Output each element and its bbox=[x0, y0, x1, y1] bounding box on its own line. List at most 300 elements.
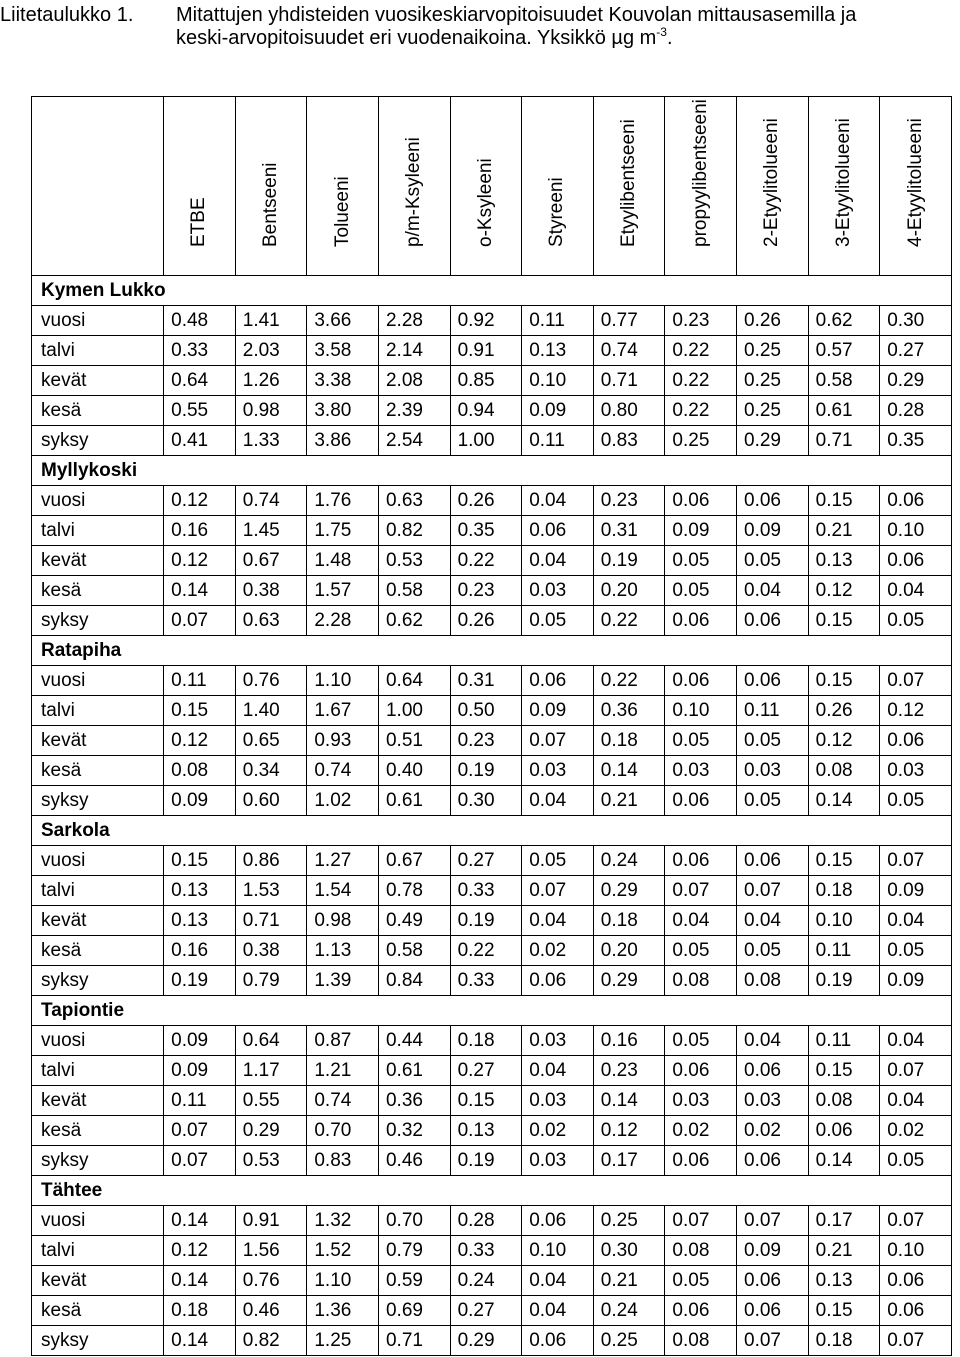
value-cell: 2.28 bbox=[307, 606, 379, 636]
value-cell: 0.05 bbox=[880, 606, 952, 636]
value-cell: 0.18 bbox=[808, 1326, 880, 1356]
column-header-label: 2-Etyylitolueeni bbox=[761, 118, 783, 247]
value-cell: 0.05 bbox=[880, 786, 952, 816]
station-name: Myllykoski bbox=[32, 456, 952, 486]
value-cell: 2.14 bbox=[378, 336, 450, 366]
value-cell: 0.19 bbox=[450, 1146, 522, 1176]
value-cell: 0.05 bbox=[665, 726, 737, 756]
value-cell: 0.11 bbox=[522, 426, 594, 456]
caption-line-1: Mitattujen yhdisteiden vuosikeskiarvopitoisuudet Kouvolan mittausasemilla ja bbox=[176, 4, 857, 26]
value-cell: 0.13 bbox=[522, 336, 594, 366]
value-cell: 0.12 bbox=[808, 726, 880, 756]
value-cell: 0.87 bbox=[307, 1026, 379, 1056]
value-cell: 0.04 bbox=[880, 576, 952, 606]
value-cell: 0.14 bbox=[164, 1266, 236, 1296]
value-cell: 0.63 bbox=[235, 606, 307, 636]
season-label: syksy bbox=[32, 966, 164, 996]
value-cell: 0.22 bbox=[593, 606, 665, 636]
value-cell: 0.28 bbox=[450, 1206, 522, 1236]
value-cell: 0.10 bbox=[808, 906, 880, 936]
value-cell: 0.18 bbox=[808, 876, 880, 906]
table-row bbox=[32, 1236, 952, 1266]
value-cell: 0.74 bbox=[307, 756, 379, 786]
column-header bbox=[880, 97, 952, 276]
value-cell: 0.08 bbox=[665, 966, 737, 996]
value-cell: 0.06 bbox=[737, 846, 809, 876]
value-cell: 0.67 bbox=[235, 546, 307, 576]
value-cell: 1.10 bbox=[307, 666, 379, 696]
table-row bbox=[32, 426, 952, 456]
table-row bbox=[32, 1026, 952, 1056]
station-name: Sarkola bbox=[32, 816, 952, 846]
value-cell: 0.67 bbox=[378, 846, 450, 876]
season-label: talvi bbox=[32, 516, 164, 546]
value-cell: 0.04 bbox=[665, 906, 737, 936]
value-cell: 0.07 bbox=[880, 1056, 952, 1086]
value-cell: 0.30 bbox=[593, 1236, 665, 1266]
value-cell: 0.10 bbox=[665, 696, 737, 726]
value-cell: 0.06 bbox=[737, 666, 809, 696]
value-cell: 0.06 bbox=[737, 1056, 809, 1086]
value-cell: 0.06 bbox=[522, 516, 594, 546]
value-cell: 0.29 bbox=[593, 876, 665, 906]
table-row bbox=[32, 1086, 952, 1116]
table-row bbox=[32, 1206, 952, 1236]
value-cell: 0.06 bbox=[737, 1146, 809, 1176]
value-cell: 0.12 bbox=[808, 576, 880, 606]
value-cell: 0.85 bbox=[450, 366, 522, 396]
value-cell: 0.64 bbox=[235, 1026, 307, 1056]
value-cell: 0.15 bbox=[808, 606, 880, 636]
value-cell: 0.22 bbox=[593, 666, 665, 696]
table-row bbox=[32, 546, 952, 576]
value-cell: 0.13 bbox=[808, 546, 880, 576]
value-cell: 0.44 bbox=[378, 1026, 450, 1056]
value-cell: 1.54 bbox=[307, 876, 379, 906]
value-cell: 0.25 bbox=[737, 396, 809, 426]
value-cell: 1.76 bbox=[307, 486, 379, 516]
value-cell: 0.82 bbox=[378, 516, 450, 546]
value-cell: 0.35 bbox=[880, 426, 952, 456]
value-cell: 3.38 bbox=[307, 366, 379, 396]
value-cell: 0.12 bbox=[593, 1116, 665, 1146]
value-cell: 0.49 bbox=[378, 906, 450, 936]
value-cell: 0.09 bbox=[164, 1026, 236, 1056]
value-cell: 0.09 bbox=[665, 516, 737, 546]
value-cell: 0.31 bbox=[593, 516, 665, 546]
value-cell: 0.06 bbox=[880, 1266, 952, 1296]
value-cell: 0.60 bbox=[235, 786, 307, 816]
value-cell: 0.11 bbox=[808, 1026, 880, 1056]
value-cell: 3.80 bbox=[307, 396, 379, 426]
value-cell: 0.25 bbox=[593, 1326, 665, 1356]
value-cell: 0.55 bbox=[164, 396, 236, 426]
value-cell: 0.05 bbox=[737, 546, 809, 576]
season-label: kesä bbox=[32, 936, 164, 966]
value-cell: 0.07 bbox=[665, 1206, 737, 1236]
column-header bbox=[593, 97, 665, 276]
table-row bbox=[32, 1296, 952, 1326]
value-cell: 0.28 bbox=[880, 396, 952, 426]
value-cell: 0.12 bbox=[164, 1236, 236, 1266]
value-cell: 2.28 bbox=[378, 306, 450, 336]
value-cell: 1.56 bbox=[235, 1236, 307, 1266]
station-row bbox=[32, 816, 952, 846]
value-cell: 0.40 bbox=[378, 756, 450, 786]
season-label: kesä bbox=[32, 1116, 164, 1146]
station-name: Ratapiha bbox=[32, 636, 952, 666]
value-cell: 0.29 bbox=[593, 966, 665, 996]
value-cell: 0.04 bbox=[522, 906, 594, 936]
value-cell: 1.32 bbox=[307, 1206, 379, 1236]
value-cell: 0.07 bbox=[737, 1206, 809, 1236]
value-cell: 0.64 bbox=[164, 366, 236, 396]
value-cell: 0.11 bbox=[808, 936, 880, 966]
column-header-label: Tolueeni bbox=[331, 176, 353, 247]
value-cell: 0.79 bbox=[378, 1236, 450, 1266]
value-cell: 1.45 bbox=[235, 516, 307, 546]
value-cell: 0.93 bbox=[307, 726, 379, 756]
value-cell: 0.19 bbox=[164, 966, 236, 996]
value-cell: 0.04 bbox=[737, 1026, 809, 1056]
value-cell: 0.21 bbox=[808, 516, 880, 546]
value-cell: 2.03 bbox=[235, 336, 307, 366]
value-cell: 0.04 bbox=[737, 906, 809, 936]
value-cell: 0.11 bbox=[164, 1086, 236, 1116]
station-row bbox=[32, 1176, 952, 1206]
value-cell: 0.14 bbox=[593, 756, 665, 786]
season-label: kesä bbox=[32, 396, 164, 426]
value-cell: 0.15 bbox=[164, 846, 236, 876]
value-cell: 0.14 bbox=[164, 1326, 236, 1356]
value-cell: 0.04 bbox=[522, 1056, 594, 1086]
value-cell: 0.74 bbox=[235, 486, 307, 516]
value-cell: 0.26 bbox=[808, 696, 880, 726]
value-cell: 0.06 bbox=[737, 1266, 809, 1296]
unit-exponent: -3 bbox=[656, 25, 667, 39]
value-cell: 0.65 bbox=[235, 726, 307, 756]
value-cell: 0.08 bbox=[808, 1086, 880, 1116]
value-cell: 0.32 bbox=[378, 1116, 450, 1146]
table-row bbox=[32, 396, 952, 426]
value-cell: 0.29 bbox=[737, 426, 809, 456]
value-cell: 0.53 bbox=[235, 1146, 307, 1176]
value-cell: 3.86 bbox=[307, 426, 379, 456]
season-label: syksy bbox=[32, 786, 164, 816]
season-label: vuosi bbox=[32, 1206, 164, 1236]
table-row bbox=[32, 846, 952, 876]
column-header-label: propyylibentseeni bbox=[689, 99, 711, 247]
value-cell: 1.57 bbox=[307, 576, 379, 606]
value-cell: 1.52 bbox=[307, 1236, 379, 1266]
value-cell: 0.92 bbox=[450, 306, 522, 336]
value-cell: 0.62 bbox=[808, 306, 880, 336]
value-cell: 0.23 bbox=[593, 486, 665, 516]
column-header-label: o-Ksyleeni bbox=[474, 158, 496, 247]
value-cell: 0.83 bbox=[593, 426, 665, 456]
value-cell: 0.03 bbox=[737, 1086, 809, 1116]
header-corner bbox=[32, 97, 164, 276]
value-cell: 0.06 bbox=[737, 486, 809, 516]
value-cell: 0.98 bbox=[235, 396, 307, 426]
value-cell: 1.40 bbox=[235, 696, 307, 726]
value-cell: 0.22 bbox=[665, 366, 737, 396]
value-cell: 0.18 bbox=[593, 726, 665, 756]
value-cell: 1.36 bbox=[307, 1296, 379, 1326]
value-cell: 0.15 bbox=[808, 1056, 880, 1086]
value-cell: 0.11 bbox=[164, 666, 236, 696]
value-cell: 0.04 bbox=[522, 486, 594, 516]
value-cell: 0.22 bbox=[450, 936, 522, 966]
value-cell: 3.66 bbox=[307, 306, 379, 336]
table-row bbox=[32, 726, 952, 756]
value-cell: 1.10 bbox=[307, 1266, 379, 1296]
value-cell: 0.09 bbox=[164, 786, 236, 816]
value-cell: 0.84 bbox=[378, 966, 450, 996]
value-cell: 0.13 bbox=[450, 1116, 522, 1146]
value-cell: 0.36 bbox=[593, 696, 665, 726]
table-row bbox=[32, 936, 952, 966]
value-cell: 0.15 bbox=[808, 1296, 880, 1326]
column-header bbox=[737, 97, 809, 276]
table-row bbox=[32, 876, 952, 906]
value-cell: 0.09 bbox=[522, 696, 594, 726]
caption-line-2 bbox=[176, 27, 673, 50]
station-name: Tapiontie bbox=[32, 996, 952, 1026]
value-cell: 0.07 bbox=[737, 876, 809, 906]
value-cell: 0.22 bbox=[450, 546, 522, 576]
value-cell: 2.54 bbox=[378, 426, 450, 456]
value-cell: 0.71 bbox=[808, 426, 880, 456]
value-cell: 0.16 bbox=[593, 1026, 665, 1056]
value-cell: 0.23 bbox=[450, 726, 522, 756]
value-cell: 0.05 bbox=[880, 1146, 952, 1176]
column-header bbox=[522, 97, 594, 276]
value-cell: 0.55 bbox=[235, 1086, 307, 1116]
value-cell: 0.23 bbox=[593, 1056, 665, 1086]
value-cell: 0.04 bbox=[522, 546, 594, 576]
season-label: talvi bbox=[32, 1236, 164, 1266]
value-cell: 0.07 bbox=[665, 876, 737, 906]
value-cell: 0.24 bbox=[593, 846, 665, 876]
table-row bbox=[32, 966, 952, 996]
value-cell: 0.71 bbox=[378, 1326, 450, 1356]
table-row bbox=[32, 1116, 952, 1146]
value-cell: 0.33 bbox=[164, 336, 236, 366]
value-cell: 0.09 bbox=[737, 1236, 809, 1266]
table-row bbox=[32, 1056, 952, 1086]
caption-line-2-end: . bbox=[666, 27, 673, 49]
value-cell: 0.48 bbox=[164, 306, 236, 336]
value-cell: 0.03 bbox=[665, 756, 737, 786]
value-cell: 0.91 bbox=[450, 336, 522, 366]
column-header-label: 3-Etyylitolueeni bbox=[832, 118, 854, 247]
season-label: syksy bbox=[32, 606, 164, 636]
value-cell: 0.27 bbox=[450, 846, 522, 876]
value-cell: 0.12 bbox=[164, 546, 236, 576]
value-cell: 0.19 bbox=[450, 906, 522, 936]
value-cell: 0.10 bbox=[522, 366, 594, 396]
value-cell: 0.05 bbox=[737, 726, 809, 756]
value-cell: 0.41 bbox=[164, 426, 236, 456]
value-cell: 0.02 bbox=[665, 1116, 737, 1146]
value-cell: 0.07 bbox=[880, 1326, 952, 1356]
column-header bbox=[808, 97, 880, 276]
value-cell: 1.00 bbox=[450, 426, 522, 456]
table-row bbox=[32, 606, 952, 636]
value-cell: 0.27 bbox=[450, 1296, 522, 1326]
value-cell: 0.70 bbox=[378, 1206, 450, 1236]
value-cell: 0.26 bbox=[450, 606, 522, 636]
caption-line-2-text: keski-arvopitoisuudet eri vuodenaikoina. Yksikkö µg m bbox=[176, 27, 657, 49]
value-cell: 0.10 bbox=[880, 516, 952, 546]
season-label: kesä bbox=[32, 1296, 164, 1326]
value-cell: 0.12 bbox=[880, 696, 952, 726]
season-label: vuosi bbox=[32, 486, 164, 516]
value-cell: 0.09 bbox=[737, 516, 809, 546]
value-cell: 0.07 bbox=[522, 876, 594, 906]
value-cell: 0.15 bbox=[808, 846, 880, 876]
value-cell: 0.15 bbox=[808, 666, 880, 696]
value-cell: 3.58 bbox=[307, 336, 379, 366]
column-header-label: p/m-Ksyleeni bbox=[403, 137, 425, 247]
value-cell: 0.64 bbox=[378, 666, 450, 696]
value-cell: 0.03 bbox=[880, 756, 952, 786]
column-header-label: Bentseeni bbox=[260, 162, 282, 247]
value-cell: 0.23 bbox=[450, 576, 522, 606]
season-label: talvi bbox=[32, 696, 164, 726]
season-label: vuosi bbox=[32, 666, 164, 696]
season-label: kevät bbox=[32, 726, 164, 756]
value-cell: 0.02 bbox=[522, 1116, 594, 1146]
value-cell: 0.61 bbox=[378, 786, 450, 816]
value-cell: 1.13 bbox=[307, 936, 379, 966]
value-cell: 0.50 bbox=[450, 696, 522, 726]
value-cell: 2.39 bbox=[378, 396, 450, 426]
value-cell: 0.22 bbox=[665, 396, 737, 426]
value-cell: 0.91 bbox=[235, 1206, 307, 1236]
value-cell: 0.06 bbox=[737, 1296, 809, 1326]
value-cell: 0.16 bbox=[164, 936, 236, 966]
table-row bbox=[32, 696, 952, 726]
season-label: syksy bbox=[32, 1326, 164, 1356]
value-cell: 0.06 bbox=[522, 1206, 594, 1236]
season-label: kesä bbox=[32, 756, 164, 786]
value-cell: 0.07 bbox=[880, 846, 952, 876]
concentration-table bbox=[31, 96, 952, 1356]
station-row bbox=[32, 276, 952, 306]
table-row bbox=[32, 1266, 952, 1296]
value-cell: 0.06 bbox=[880, 486, 952, 516]
value-cell: 0.15 bbox=[808, 486, 880, 516]
table-row bbox=[32, 1146, 952, 1176]
column-header-label: 4-Etyylitolueeni bbox=[904, 118, 926, 247]
value-cell: 0.46 bbox=[378, 1146, 450, 1176]
value-cell: 1.67 bbox=[307, 696, 379, 726]
header-row bbox=[32, 97, 952, 276]
value-cell: 0.82 bbox=[235, 1326, 307, 1356]
value-cell: 0.94 bbox=[450, 396, 522, 426]
value-cell: 0.23 bbox=[665, 306, 737, 336]
value-cell: 0.14 bbox=[808, 1146, 880, 1176]
value-cell: 0.04 bbox=[522, 1296, 594, 1326]
value-cell: 0.06 bbox=[880, 726, 952, 756]
value-cell: 0.13 bbox=[164, 876, 236, 906]
value-cell: 0.13 bbox=[164, 906, 236, 936]
value-cell: 0.58 bbox=[808, 366, 880, 396]
value-cell: 0.03 bbox=[522, 756, 594, 786]
value-cell: 1.00 bbox=[378, 696, 450, 726]
season-label: syksy bbox=[32, 1146, 164, 1176]
value-cell: 1.41 bbox=[235, 306, 307, 336]
value-cell: 0.15 bbox=[450, 1086, 522, 1116]
value-cell: 0.14 bbox=[164, 576, 236, 606]
table-row bbox=[32, 366, 952, 396]
value-cell: 0.70 bbox=[307, 1116, 379, 1146]
value-cell: 0.06 bbox=[665, 486, 737, 516]
value-cell: 0.05 bbox=[880, 936, 952, 966]
value-cell: 0.27 bbox=[880, 336, 952, 366]
table-row bbox=[32, 1326, 952, 1356]
station-name: Kymen Lukko bbox=[32, 276, 952, 306]
value-cell: 0.04 bbox=[737, 576, 809, 606]
value-cell: 0.79 bbox=[235, 966, 307, 996]
value-cell: 0.07 bbox=[880, 666, 952, 696]
value-cell: 0.04 bbox=[880, 1086, 952, 1116]
value-cell: 0.77 bbox=[593, 306, 665, 336]
value-cell: 0.02 bbox=[880, 1116, 952, 1146]
value-cell: 0.20 bbox=[593, 936, 665, 966]
value-cell: 0.36 bbox=[378, 1086, 450, 1116]
value-cell: 0.76 bbox=[235, 666, 307, 696]
value-cell: 0.19 bbox=[808, 966, 880, 996]
value-cell: 0.05 bbox=[665, 1026, 737, 1056]
value-cell: 0.27 bbox=[450, 1056, 522, 1086]
season-label: talvi bbox=[32, 876, 164, 906]
value-cell: 2.08 bbox=[378, 366, 450, 396]
season-label: talvi bbox=[32, 1056, 164, 1086]
value-cell: 0.05 bbox=[522, 606, 594, 636]
value-cell: 0.05 bbox=[665, 576, 737, 606]
value-cell: 0.03 bbox=[737, 756, 809, 786]
value-cell: 0.07 bbox=[880, 1206, 952, 1236]
value-cell: 0.03 bbox=[522, 1086, 594, 1116]
value-cell: 0.74 bbox=[593, 336, 665, 366]
value-cell: 0.25 bbox=[665, 426, 737, 456]
station-row bbox=[32, 996, 952, 1026]
value-cell: 0.62 bbox=[378, 606, 450, 636]
value-cell: 0.06 bbox=[665, 606, 737, 636]
value-cell: 0.61 bbox=[378, 1056, 450, 1086]
value-cell: 0.07 bbox=[164, 1146, 236, 1176]
value-cell: 0.08 bbox=[808, 756, 880, 786]
value-cell: 0.24 bbox=[593, 1296, 665, 1326]
column-header bbox=[450, 97, 522, 276]
value-cell: 0.63 bbox=[378, 486, 450, 516]
value-cell: 1.53 bbox=[235, 876, 307, 906]
value-cell: 0.09 bbox=[880, 966, 952, 996]
value-cell: 0.31 bbox=[450, 666, 522, 696]
value-cell: 0.25 bbox=[737, 336, 809, 366]
value-cell: 0.26 bbox=[737, 306, 809, 336]
value-cell: 1.17 bbox=[235, 1056, 307, 1086]
value-cell: 0.07 bbox=[164, 606, 236, 636]
season-label: kevät bbox=[32, 1266, 164, 1296]
season-label: kevät bbox=[32, 546, 164, 576]
value-cell: 0.26 bbox=[450, 486, 522, 516]
value-cell: 0.53 bbox=[378, 546, 450, 576]
value-cell: 0.02 bbox=[737, 1116, 809, 1146]
